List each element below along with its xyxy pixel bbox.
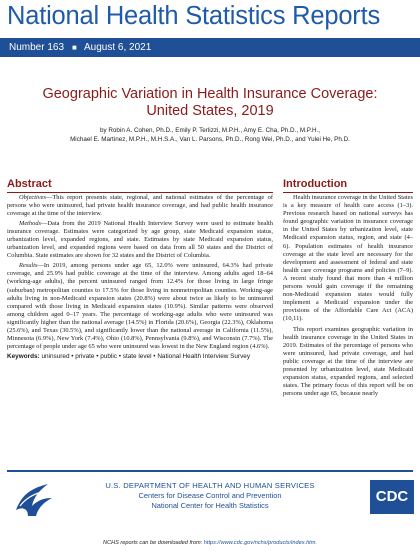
report-title-line-1: Geographic Variation in Health Insurance Coverage: xyxy=(42,86,378,102)
abstract-body xyxy=(7,194,273,363)
hhs-eagle-logo-icon xyxy=(10,476,58,518)
abstract-divider xyxy=(7,192,273,193)
nchs-name: National Center for Health Statistics xyxy=(151,501,269,510)
objectives-text: —This report presents state, regional, and national estimates of the percentage of persons who were uninsured, had private health insurance coverage, and had public health insurance coverage at the time of the interview. xyxy=(7,194,273,218)
author-list xyxy=(20,126,400,144)
introduction-divider xyxy=(283,192,413,193)
keywords-label: Keywords: xyxy=(7,352,40,360)
cdc-logo-icon: CDC xyxy=(370,480,414,514)
issue-number: Number 163 xyxy=(9,42,65,53)
methods-text: —Data from the 2019 National Health Interview Survey were used to estimate health insurance coverage. Estimates were categorized by age group, state Medicaid expansion status, urbanization level, expanded regions, and state. Estimates by state Medicaid expansion status, urbanization level, and expanded regions were based on data from all 50 states and the District of Columbia. State estimates are shown for 32 states and the District of Columbia. xyxy=(7,220,273,260)
abstract-objectives xyxy=(7,194,273,218)
cdc-name: Centers for Disease Control and Prevention xyxy=(138,491,282,500)
footer-agency-block xyxy=(60,481,360,511)
download-note xyxy=(0,540,420,546)
issue-date: August 6, 2021 xyxy=(84,42,152,53)
keywords xyxy=(7,353,273,361)
objectives-label: Objectives xyxy=(19,194,46,201)
abstract-results xyxy=(7,262,273,351)
authors-line-2: Michael E. Martinez, M.P.H., M.H.S.A., Van L. Parsons, Ph.D., Rong Wei, Ph.D., and Yulei He, Ph.D. xyxy=(70,136,350,143)
footer-divider xyxy=(7,470,413,472)
issue-bar xyxy=(0,38,420,57)
results-text: —In 2019, among persons under age 65, 12.0% were uninsured, 64.3% had private coverage, and 25.9% had public coverage at the time of the interview. Among adults aged 18–64 (working-age adults), the percent uninsured ranged from 12.4% for those living in large fringe (suburban) metropolitan counties to 17.5% for those living in nonmetropolitan counties. Working-age adults living in non-Medicaid expansion states (20.8%) were about twice as likely to be uninsured compared with those living in Medicaid expansion states (10.9%). Similar patterns were observed among children aged 0–17 years. The percentage of working-age adults who were uninsured was significantly higher than the national average (14.5%) in Florida (20.6%), Georgia (22.3%), Oklahoma (25.6%), and Texas (30.5%), and significantly lower than the national average in California (11.5%), Minnesota (6.9%), New York (7.4%), Ohio (10.8%), Pennsylvania (9.8%), and Wisconsin (7.7%). The percentage of people under age 65 who were uninsured was lowest in the New England region (4.6%). xyxy=(7,262,273,350)
methods-label: Methods xyxy=(19,220,42,228)
keywords-text: uninsured • private • public • state level • National Health Interview Survey xyxy=(39,352,251,360)
report-title-line-2: United States, 2019 xyxy=(146,103,274,119)
introduction-heading: Introduction xyxy=(283,178,348,190)
report-title xyxy=(20,86,400,120)
introduction-body xyxy=(283,194,413,400)
introduction-paragraph-2: This report examines geographic variation in health insurance coverage in the United States in 2019. Estimates of the percentage of persons who were uninsured, had private coverage, and had public coverage at the time of the interview are presented by urbanization level, state Medicaid expansion status, expanded regions, and selected states. The primary focus of this report will be on persons under age 65, because nearly xyxy=(283,325,413,398)
abstract-methods xyxy=(7,220,273,260)
download-prefix: NCHS reports can be downloaded from: xyxy=(103,540,204,546)
bullet-separator-icon: ■ xyxy=(72,43,77,52)
masthead xyxy=(0,0,420,42)
abstract-heading: Abstract xyxy=(7,178,52,190)
introduction-paragraph-1: Health insurance coverage in the United States is a key measure of health care access (1–3). Previous research based on national surveys has found geographic variation in insurance coverage in the United States by urbanization level, state Medicaid expansion status, region, and state (4–6). Population estimates of health insurance coverage at the state level are necessary for the development and assessment of federal and state health care coverage programs and policies (7–9). A recent study found that more than 4 million persons would gain coverage if the remaining non-Medicaid expansion states would fully implement a Medicaid expansion under the provisions of the Affordable Care Act (ACA) (10,11). xyxy=(283,194,413,323)
results-label: Results xyxy=(19,262,38,270)
publication-title: National Health Statistics Reports xyxy=(7,2,381,30)
download-link[interactable]: https://www.cdc.gov/nchs/products/index.htm. xyxy=(203,540,317,546)
department-name: U.S. DEPARTMENT OF HEALTH AND HUMAN SERVICES xyxy=(105,481,315,490)
authors-line-1: by Robin A. Cohen, Ph.D., Emily P. Terlizzi, M.P.H., Amy E. Cha, Ph.D., M.P.H., xyxy=(99,127,320,134)
